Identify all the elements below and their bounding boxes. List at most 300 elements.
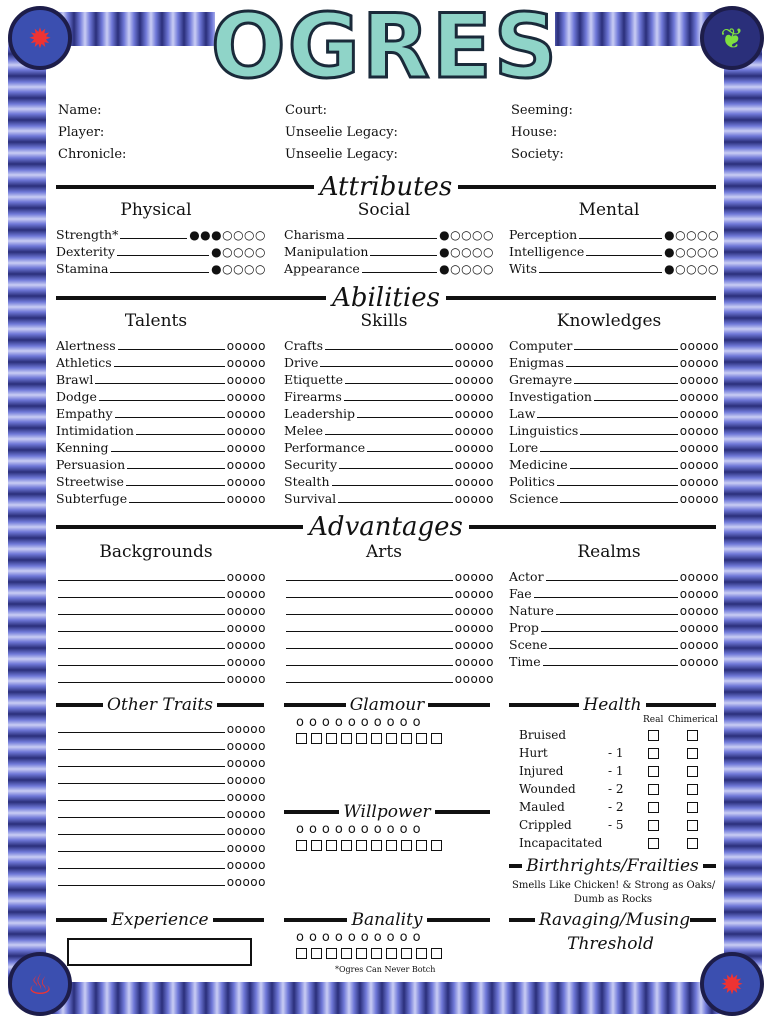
trait-dots[interactable]: ooooo — [679, 638, 719, 652]
trait-dots[interactable]: ooooo — [679, 407, 719, 421]
trait-dots[interactable]: ooooo — [226, 824, 266, 838]
trait-dots[interactable]: ooooo — [226, 722, 266, 736]
checkbox[interactable] — [341, 948, 352, 959]
trait-dots[interactable]: ooooo — [454, 672, 494, 686]
trait-name: Etiquette — [284, 372, 344, 387]
trait-dots[interactable]: ooooo — [226, 790, 266, 804]
trait-name: Computer — [509, 338, 573, 353]
trait-dots[interactable]: ooooo — [454, 407, 494, 421]
write-line[interactable] — [129, 502, 225, 503]
trait-name: Intelligence — [509, 244, 585, 259]
trait-dots[interactable]: ooooo — [454, 570, 494, 584]
trait-dots[interactable]: ooooo — [226, 773, 266, 787]
write-line[interactable] — [286, 631, 453, 632]
trait-dots[interactable]: ooooo — [226, 373, 266, 387]
border-left — [8, 30, 48, 1000]
trait-dots[interactable]: ooooo — [454, 475, 494, 489]
trait-dots[interactable]: ooooo — [226, 356, 266, 370]
trait-dots[interactable]: ooooo — [226, 875, 266, 889]
info-field[interactable] — [561, 140, 709, 141]
info-field[interactable] — [575, 118, 709, 119]
willpower-boxes[interactable] — [296, 840, 442, 851]
art-row[interactable] — [284, 670, 494, 686]
ability-row[interactable] — [284, 439, 494, 455]
checkbox[interactable] — [401, 840, 412, 851]
checkbox[interactable] — [356, 733, 367, 744]
checkbox[interactable] — [371, 840, 382, 851]
write-line[interactable] — [549, 648, 677, 649]
trait-dots[interactable]: ooooo — [454, 390, 494, 404]
other-trait-row[interactable] — [56, 788, 266, 804]
health-real-checkbox[interactable] — [648, 748, 659, 759]
checkbox[interactable] — [326, 948, 337, 959]
attribute-row[interactable] — [284, 260, 494, 276]
trait-name: Stealth — [284, 474, 330, 489]
write-line[interactable] — [541, 631, 678, 632]
other-trait-row[interactable] — [56, 839, 266, 855]
trait-dots[interactable]: ooooo — [454, 373, 494, 387]
checkbox[interactable] — [416, 948, 427, 959]
other-trait-row[interactable] — [56, 720, 266, 736]
attribute-row[interactable] — [56, 243, 266, 259]
ability-row[interactable] — [284, 354, 494, 370]
write-line[interactable] — [58, 834, 225, 835]
background-row[interactable] — [56, 568, 266, 584]
write-line[interactable] — [58, 868, 225, 869]
trait-dots[interactable]: ooooo — [226, 621, 266, 635]
other-trait-row[interactable] — [56, 737, 266, 753]
write-line[interactable] — [58, 817, 225, 818]
trait-dots[interactable]: ooooo — [226, 587, 266, 601]
trait-dots[interactable]: ooooo — [226, 390, 266, 404]
trait-dots[interactable]: ●○○○○ — [439, 228, 494, 242]
trait-name: Time — [509, 654, 541, 669]
trait-dots[interactable]: ●○○○○ — [664, 245, 719, 259]
ability-row[interactable] — [509, 337, 719, 353]
checkbox[interactable] — [386, 948, 397, 959]
health-chimerical-checkbox[interactable] — [687, 838, 698, 849]
banality-boxes[interactable] — [296, 948, 442, 959]
checkbox[interactable] — [401, 733, 412, 744]
write-line[interactable] — [58, 749, 225, 750]
info-field[interactable] — [136, 162, 256, 163]
write-line[interactable] — [357, 417, 453, 418]
background-row[interactable] — [56, 653, 266, 669]
trait-dots[interactable]: ooooo — [454, 604, 494, 618]
attribute-row[interactable] — [284, 243, 494, 259]
ability-category-knowledges: Knowledges — [556, 311, 662, 331]
ability-row[interactable] — [56, 405, 266, 421]
write-line[interactable] — [338, 502, 453, 503]
write-line[interactable] — [580, 434, 678, 435]
trait-dots[interactable]: ooooo — [226, 638, 266, 652]
trait-dots[interactable]: ooooo — [454, 587, 494, 601]
health-real-checkbox[interactable] — [648, 838, 659, 849]
background-row[interactable] — [56, 585, 266, 601]
write-line[interactable] — [540, 451, 678, 452]
ability-row[interactable] — [56, 439, 266, 455]
checkbox[interactable] — [326, 840, 337, 851]
attr-category-mental: Mental — [578, 200, 640, 220]
trait-dots[interactable]: ooooo — [679, 458, 719, 472]
trait-dots[interactable]: ●●●○○○○ — [189, 228, 266, 242]
realm-row[interactable] — [509, 619, 719, 635]
other-trait-row[interactable] — [56, 822, 266, 838]
info-label-col3-1: House: — [511, 125, 558, 140]
trait-dots[interactable]: ooooo — [226, 604, 266, 618]
health-level-name: Incapacitated — [519, 836, 603, 850]
ability-row[interactable] — [509, 456, 719, 472]
checkbox[interactable] — [431, 733, 442, 744]
checkbox[interactable] — [296, 733, 307, 744]
banality-circles[interactable]: oooooooooo — [296, 930, 426, 945]
ability-row[interactable] — [284, 371, 494, 387]
checkbox[interactable] — [416, 840, 427, 851]
trait-dots[interactable]: ooooo — [679, 339, 719, 353]
health-chimerical-checkbox[interactable] — [687, 748, 698, 759]
subsection-title: Willpower — [339, 802, 434, 822]
write-line[interactable] — [58, 665, 225, 666]
checkbox[interactable] — [296, 840, 307, 851]
trait-dots[interactable]: ooooo — [454, 638, 494, 652]
checkbox[interactable] — [371, 733, 382, 744]
experience-heading — [56, 908, 264, 932]
glamour-boxes[interactable] — [296, 733, 442, 744]
other-trait-row[interactable] — [56, 805, 266, 821]
trait-name: Athletics — [56, 355, 112, 370]
write-line[interactable] — [95, 383, 224, 384]
write-line[interactable] — [58, 766, 225, 767]
write-line[interactable] — [110, 272, 209, 273]
write-line[interactable] — [58, 783, 225, 784]
trait-name: Linguistics — [509, 423, 579, 438]
info-label-col2-1: Unseelie Legacy: — [285, 125, 398, 140]
ability-row[interactable] — [509, 405, 719, 421]
trait-dots[interactable]: ooooo — [679, 390, 719, 404]
attribute-row[interactable] — [509, 226, 719, 242]
write-line[interactable] — [286, 682, 453, 683]
trait-dots[interactable]: ooooo — [454, 492, 494, 506]
trait-dots[interactable]: ooooo — [679, 604, 719, 618]
trait-dots[interactable]: ooooo — [679, 492, 719, 506]
trait-dots[interactable]: ooooo — [679, 621, 719, 635]
write-line[interactable] — [286, 597, 453, 598]
write-line[interactable] — [543, 665, 678, 666]
checkbox[interactable] — [371, 948, 382, 959]
health-real-checkbox[interactable] — [648, 820, 659, 831]
write-line[interactable] — [325, 349, 453, 350]
trait-dots[interactable]: ooooo — [226, 458, 266, 472]
trait-dots[interactable]: ooooo — [226, 441, 266, 455]
trait-dots[interactable]: ooooo — [679, 570, 719, 584]
checkbox[interactable] — [431, 840, 442, 851]
trait-dots[interactable]: ooooo — [226, 339, 266, 353]
trait-dots[interactable]: ooooo — [226, 475, 266, 489]
write-line[interactable] — [586, 255, 662, 256]
checkbox[interactable] — [386, 733, 397, 744]
write-line[interactable] — [560, 502, 677, 503]
background-row[interactable] — [56, 602, 266, 618]
background-row[interactable] — [56, 670, 266, 686]
write-line[interactable] — [99, 400, 225, 401]
experience-box[interactable] — [67, 938, 252, 966]
other-trait-row[interactable] — [56, 856, 266, 872]
write-line[interactable] — [574, 383, 678, 384]
write-line[interactable] — [556, 614, 678, 615]
ability-row[interactable] — [509, 422, 719, 438]
info-field[interactable] — [405, 162, 483, 163]
write-line[interactable] — [539, 272, 662, 273]
write-line[interactable] — [58, 597, 225, 598]
write-line[interactable] — [574, 349, 677, 350]
glamour-heading — [284, 693, 490, 717]
write-line[interactable] — [136, 434, 225, 435]
ability-category-skills: Skills — [360, 311, 408, 331]
write-line[interactable] — [118, 349, 225, 350]
ability-row[interactable] — [509, 439, 719, 455]
ability-row[interactable] — [509, 354, 719, 370]
checkbox[interactable] — [296, 948, 307, 959]
write-line[interactable] — [115, 417, 225, 418]
trait-dots[interactable]: ooooo — [226, 858, 266, 872]
glamour-circles[interactable]: oooooooooo — [296, 715, 426, 730]
trait-dots[interactable]: ooooo — [679, 475, 719, 489]
info-field[interactable] — [575, 162, 709, 163]
trait-name: Appearance — [284, 261, 360, 276]
checkbox[interactable] — [326, 733, 337, 744]
art-row[interactable] — [284, 568, 494, 584]
art-row[interactable] — [284, 636, 494, 652]
trait-dots[interactable]: ●○○○○ — [439, 245, 494, 259]
ability-row[interactable] — [56, 337, 266, 353]
trait-dots[interactable]: ooooo — [454, 424, 494, 438]
info-label-col1-1: Player: — [58, 125, 105, 140]
health-chimerical-checkbox[interactable] — [687, 784, 698, 795]
other-trait-row[interactable] — [56, 771, 266, 787]
trait-dots[interactable]: ooooo — [679, 424, 719, 438]
ability-row[interactable] — [56, 388, 266, 404]
trait-dots[interactable]: ●○○○○ — [664, 262, 719, 276]
write-line[interactable] — [58, 800, 225, 801]
trait-dots[interactable]: ooooo — [679, 441, 719, 455]
health-real-checkbox[interactable] — [648, 766, 659, 777]
ability-row[interactable] — [56, 490, 266, 506]
art-row[interactable] — [284, 602, 494, 618]
section-label — [56, 512, 716, 542]
realm-row[interactable] — [509, 636, 719, 652]
subsection-label — [509, 693, 716, 717]
art-row[interactable] — [284, 585, 494, 601]
checkbox[interactable] — [401, 948, 412, 959]
write-line[interactable] — [546, 580, 678, 581]
willpower-circles[interactable]: oooooooooo — [296, 822, 426, 837]
write-line[interactable] — [286, 580, 453, 581]
checkbox[interactable] — [356, 948, 367, 959]
attribute-row[interactable] — [509, 243, 719, 259]
checkbox[interactable] — [386, 840, 397, 851]
trait-dots[interactable]: ooooo — [454, 655, 494, 669]
other-trait-row[interactable] — [56, 873, 266, 889]
checkbox[interactable] — [311, 948, 322, 959]
write-line[interactable] — [58, 648, 225, 649]
other-trait-row[interactable] — [56, 754, 266, 770]
write-line[interactable] — [367, 451, 453, 452]
write-line[interactable] — [594, 400, 678, 401]
trait-dots[interactable]: ooooo — [679, 655, 719, 669]
write-line[interactable] — [58, 851, 225, 852]
write-line[interactable] — [347, 238, 437, 239]
write-line[interactable] — [58, 614, 225, 615]
trait-dots[interactable]: ooooo — [226, 739, 266, 753]
trait-dots[interactable]: ooooo — [454, 621, 494, 635]
checkbox[interactable] — [416, 733, 427, 744]
trait-dots[interactable]: ooooo — [679, 356, 719, 370]
write-line[interactable] — [325, 434, 453, 435]
write-line[interactable] — [286, 614, 453, 615]
trait-dots[interactable]: ooooo — [226, 807, 266, 821]
attribute-row[interactable] — [56, 260, 266, 276]
write-line[interactable] — [127, 468, 225, 469]
trait-dots[interactable]: ooooo — [454, 339, 494, 353]
birthrights-text-2: Dumb as Rocks — [573, 894, 653, 905]
background-row[interactable] — [56, 619, 266, 635]
write-line[interactable] — [566, 366, 678, 367]
write-line[interactable] — [537, 417, 677, 418]
background-row[interactable] — [56, 636, 266, 652]
ability-row[interactable] — [56, 354, 266, 370]
checkbox[interactable] — [311, 840, 322, 851]
checkbox[interactable] — [341, 840, 352, 851]
health-chimerical-checkbox[interactable] — [687, 766, 698, 777]
write-line[interactable] — [345, 383, 453, 384]
ability-row[interactable] — [56, 422, 266, 438]
trait-dots[interactable]: ●○○○○ — [211, 262, 266, 276]
write-line[interactable] — [339, 468, 453, 469]
health-level-penalty: - 2 — [608, 782, 624, 796]
trait-dots[interactable]: ooooo — [226, 841, 266, 855]
other-traits-heading — [56, 693, 264, 717]
health-chimerical-checkbox[interactable] — [687, 820, 698, 831]
trait-dots[interactable]: ooooo — [226, 407, 266, 421]
info-field[interactable] — [101, 118, 256, 119]
ability-row[interactable] — [509, 473, 719, 489]
write-line[interactable] — [332, 485, 453, 486]
trait-dots[interactable]: ●○○○○ — [211, 245, 266, 259]
ability-row[interactable] — [509, 388, 719, 404]
write-line[interactable] — [534, 597, 678, 598]
checkbox[interactable] — [341, 733, 352, 744]
attribute-row[interactable] — [56, 226, 266, 242]
ability-row[interactable] — [509, 490, 719, 506]
write-line[interactable] — [557, 485, 678, 486]
write-line[interactable] — [114, 366, 225, 367]
health-real-checkbox[interactable] — [648, 730, 659, 741]
write-line[interactable] — [344, 400, 453, 401]
write-line[interactable] — [126, 485, 225, 486]
health-real-checkbox[interactable] — [648, 784, 659, 795]
trait-dots[interactable]: ooooo — [226, 756, 266, 770]
trait-dots[interactable]: ooooo — [679, 373, 719, 387]
trait-dots[interactable]: ooooo — [226, 424, 266, 438]
info-field[interactable] — [335, 118, 483, 119]
trait-dots[interactable]: ooooo — [454, 441, 494, 455]
realm-row[interactable] — [509, 653, 719, 669]
write-line[interactable] — [286, 648, 453, 649]
write-line[interactable] — [370, 255, 437, 256]
trait-dots[interactable]: ●○○○○ — [664, 228, 719, 242]
info-label-col2-0: Court: — [285, 103, 327, 118]
write-line[interactable] — [320, 366, 452, 367]
checkbox[interactable] — [311, 733, 322, 744]
ability-row[interactable] — [284, 490, 494, 506]
write-line[interactable] — [58, 732, 225, 733]
realm-row[interactable] — [509, 602, 719, 618]
trait-dots[interactable]: ooooo — [226, 570, 266, 584]
ability-category-talents: Talents — [124, 311, 188, 331]
trait-dots[interactable]: ooooo — [679, 587, 719, 601]
art-row[interactable] — [284, 619, 494, 635]
ability-row[interactable] — [284, 388, 494, 404]
ability-row[interactable] — [284, 456, 494, 472]
ability-row[interactable] — [56, 456, 266, 472]
trait-dots[interactable]: ooooo — [226, 655, 266, 669]
trait-name: Law — [509, 406, 536, 421]
write-line[interactable] — [579, 238, 662, 239]
ability-row[interactable] — [284, 337, 494, 353]
info-field[interactable] — [405, 140, 483, 141]
trait-name: Kenning — [56, 440, 109, 455]
info-field[interactable] — [115, 140, 256, 141]
ability-row[interactable] — [284, 422, 494, 438]
write-line[interactable] — [120, 238, 187, 239]
trait-dots[interactable]: ooooo — [226, 492, 266, 506]
write-line[interactable] — [58, 885, 225, 886]
realm-row[interactable] — [509, 568, 719, 584]
write-line[interactable] — [111, 451, 225, 452]
write-line[interactable] — [58, 682, 225, 683]
write-line[interactable] — [570, 468, 678, 469]
realm-row[interactable] — [509, 585, 719, 601]
ability-row[interactable] — [56, 371, 266, 387]
trait-dots[interactable]: ●○○○○ — [439, 262, 494, 276]
trait-dots[interactable]: ooooo — [226, 672, 266, 686]
checkbox[interactable] — [356, 840, 367, 851]
health-chimerical-checkbox[interactable] — [687, 802, 698, 813]
health-chimerical-checkbox[interactable] — [687, 730, 698, 741]
ability-row[interactable] — [509, 371, 719, 387]
ability-row[interactable] — [56, 473, 266, 489]
write-line[interactable] — [286, 665, 453, 666]
write-line[interactable] — [58, 580, 225, 581]
checkbox[interactable] — [431, 948, 442, 959]
write-line[interactable] — [362, 272, 437, 273]
trait-dots[interactable]: ooooo — [454, 458, 494, 472]
health-real-checkbox[interactable] — [648, 802, 659, 813]
health-level-name: Wounded — [519, 782, 576, 796]
trait-name: Investigation — [509, 389, 592, 404]
ability-row[interactable] — [284, 473, 494, 489]
info-label-col1-2: Chronicle: — [58, 147, 127, 162]
trait-name: Wits — [509, 261, 538, 276]
subsection-title: Ravaging/Musing Threshold — [535, 910, 690, 954]
attribute-row[interactable] — [509, 260, 719, 276]
trait-dots[interactable]: ooooo — [454, 356, 494, 370]
ability-row[interactable] — [284, 405, 494, 421]
attribute-row[interactable] — [284, 226, 494, 242]
art-row[interactable] — [284, 653, 494, 669]
write-line[interactable] — [117, 255, 209, 256]
write-line[interactable] — [58, 631, 225, 632]
